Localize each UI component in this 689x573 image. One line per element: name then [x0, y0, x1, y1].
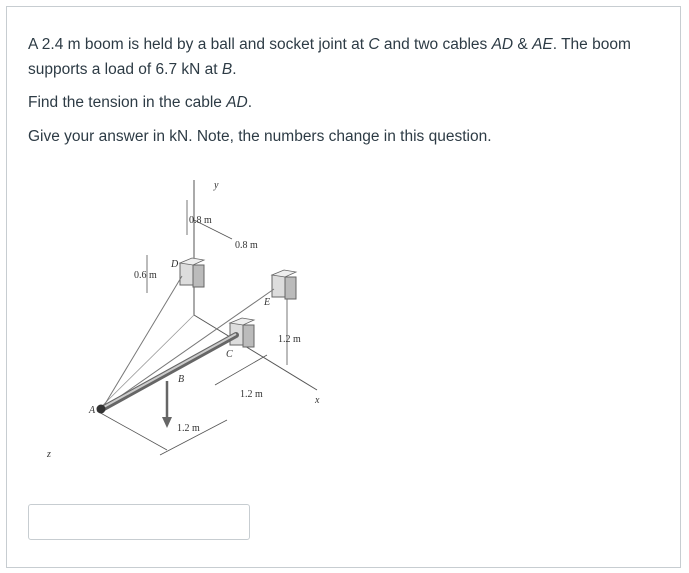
- load-arrowhead: [162, 417, 172, 428]
- question-prompt: [28, 94, 252, 112]
- boom-diagram: [37, 175, 337, 465]
- bracket-d: [180, 258, 204, 287]
- axis-label-x: x: [315, 395, 320, 406]
- point-label-b: B: [178, 374, 185, 385]
- boom-figure: [37, 175, 337, 465]
- x-axis-line: [194, 315, 317, 390]
- dimension-label: 0.8 m: [235, 240, 258, 251]
- question-text-part: .: [232, 61, 237, 78]
- dimension-label: 1.2 m: [278, 334, 301, 345]
- dim-line: [215, 355, 267, 385]
- point-label-a: A: [89, 405, 96, 416]
- cable-label-ae: AE: [532, 36, 553, 53]
- end-a-marker: [97, 405, 106, 414]
- answer-input[interactable]: [28, 504, 250, 540]
- cable-label-ad: AD: [226, 94, 248, 111]
- socket-c: [230, 318, 254, 347]
- question-card: [6, 6, 681, 568]
- point-label-d: D: [171, 259, 179, 270]
- boom-highlight: [102, 334, 236, 408]
- cable-label-ad: AD: [491, 36, 514, 53]
- dim-line: [97, 411, 167, 450]
- dimension-label: 1.2 m: [240, 389, 263, 400]
- question-units-note: Give your answer in kN. Note, the numbers change in this question.: [28, 128, 492, 145]
- bracket-e: [272, 270, 296, 299]
- question-text-part: . The boom supports a load of 6.7 kN at: [28, 36, 631, 78]
- point-label-c: C: [368, 36, 380, 53]
- question-prompt-part: .: [247, 94, 253, 111]
- point-label-e: E: [264, 297, 271, 308]
- point-label-c: C: [226, 349, 233, 360]
- question-text-part: and two cables: [379, 36, 492, 53]
- axis-label-z: z: [47, 449, 51, 460]
- point-label-b: B: [221, 61, 233, 78]
- dimension-label: 0.8 m: [189, 215, 212, 226]
- dimension-label: 0.6 m: [134, 270, 157, 281]
- axis-label-y: y: [214, 180, 219, 191]
- question-text: [28, 32, 658, 82]
- dimension-label: 1.2 m: [177, 423, 200, 434]
- question-text-part: &: [513, 36, 533, 53]
- question-text-part: A 2.4 m boom is held by a ball and socket joint at: [28, 36, 369, 53]
- question-prompt-part: Find the tension in the cable: [28, 94, 227, 111]
